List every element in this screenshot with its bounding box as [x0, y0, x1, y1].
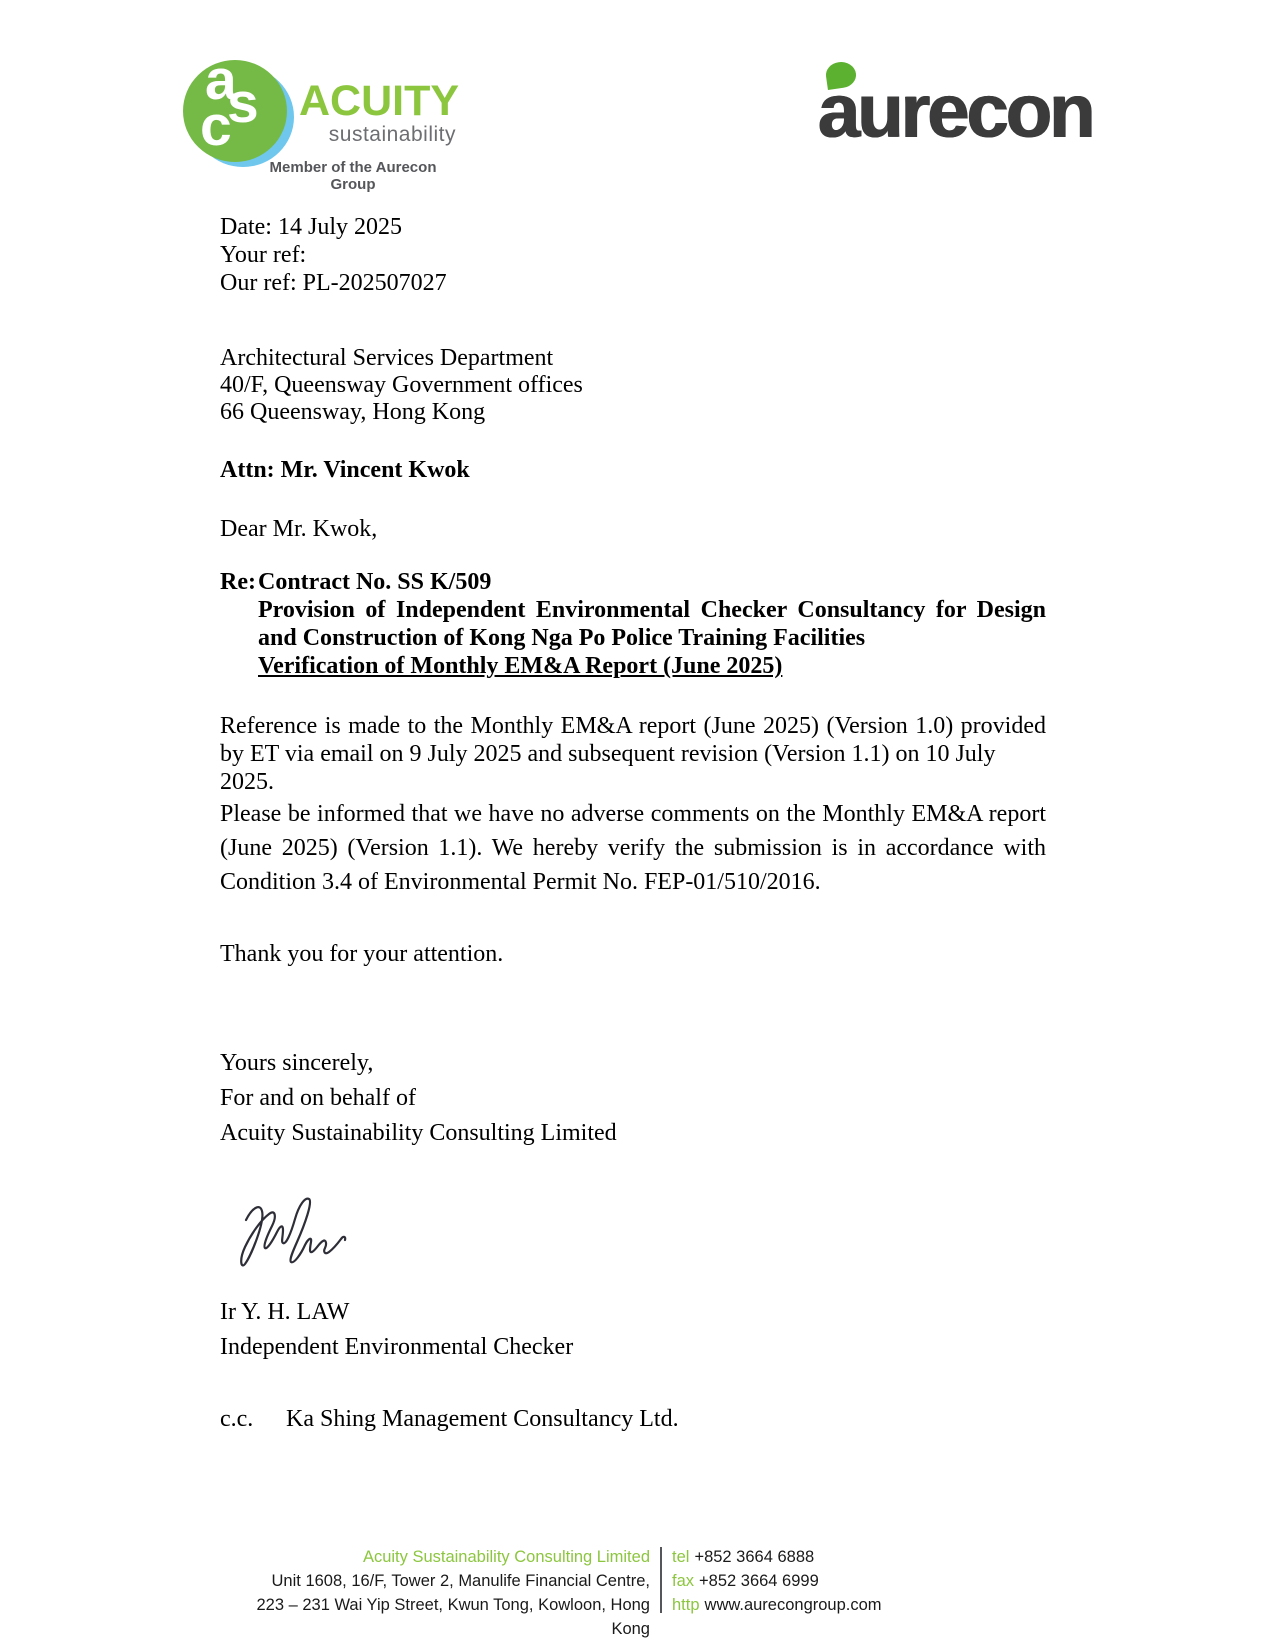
footer-company-name: Acuity Sustainability Consulting Limited: [362, 1548, 650, 1566]
aurecon-logo: [818, 60, 1128, 160]
aurecon-wordmark: aurecon: [818, 69, 1093, 154]
acuity-sub-brand: sustainability: [328, 123, 456, 146]
subject-verification-line: Verification of Monthly EM&A Report (June 2025): [258, 653, 783, 679]
sign-off-line: For and on behalf of: [220, 1085, 416, 1111]
footer-fax-line: [672, 1569, 1052, 1593]
subject-contract-line: Contract No. SS K/509: [258, 569, 492, 595]
handwritten-signature: [238, 1190, 363, 1275]
monogram-letter-a: a: [205, 48, 237, 112]
signer-title: Independent Environmental Checker: [220, 1334, 574, 1360]
subject-construction-line: and Construction of Kong Nga Po Police Training Facilities: [258, 625, 866, 651]
date-line: Date: 14 July 2025: [220, 214, 402, 240]
address-line: 66 Queensway, Hong Kong: [220, 399, 486, 425]
http-label: http: [672, 1596, 700, 1614]
fax-value: +852 3664 6999: [699, 1572, 819, 1590]
fax-label: fax: [672, 1572, 695, 1590]
footer-divider: [660, 1547, 662, 1613]
monogram-letter-s: s: [227, 71, 259, 135]
sign-off-line: Yours sincerely,: [220, 1050, 374, 1076]
address-line: 40/F, Queensway Government offices: [220, 372, 583, 398]
subject-lines: [258, 568, 1046, 680]
reference-block: [220, 213, 1046, 297]
salutation: Dear Mr. Kwok,: [220, 516, 378, 542]
cc-label: c.c.: [220, 1406, 254, 1432]
cc-block: [220, 1405, 1046, 1433]
paragraph-line: Reference is made to the Monthly EM&A report (June 2025) (Version 1.0) provided: [220, 713, 1046, 739]
recipient-address: [220, 345, 1046, 426]
website-url: www.aurecongroup.com: [704, 1596, 882, 1614]
attention-line: Attn: Mr. Vincent Kwok: [220, 457, 470, 483]
signature-strokes: [238, 1190, 363, 1270]
sign-off-line: Acuity Sustainability Consulting Limited: [220, 1120, 617, 1146]
paragraph-verification: [220, 797, 1046, 899]
monogram-letter-c: c: [200, 94, 232, 158]
asc-monogram-icon: [183, 48, 287, 162]
signer-block: [220, 1295, 1046, 1365]
footer-address-line: 223 – 231 Wai Yip Street, Kwun Tong, Kowloon, Hong Kong: [256, 1596, 650, 1638]
footer-tel-line: [672, 1545, 1052, 1569]
paragraph-line: Please be informed that we have no adverse comments on the Monthly EM&A report: [220, 801, 1046, 827]
cc-value: Ka Shing Management Consultancy Ltd.: [286, 1406, 679, 1432]
subject-provision-line: Provision of Independent Environmental Checker Consultancy for Design: [258, 597, 1046, 623]
paragraph-line: by ET via email on 9 July 2025 and subsequent revision (Version 1.1) on 10 July 2025.: [220, 741, 996, 795]
acuity-tagline: Member of the Aurecon Group: [269, 159, 437, 193]
footer-web-line: [672, 1593, 1052, 1617]
subject-block: [220, 568, 1046, 680]
sign-off-block: [220, 1046, 1046, 1151]
address-line: Architectural Services Department: [220, 345, 554, 371]
tel-label: tel: [672, 1548, 690, 1566]
re-label: Re:: [220, 569, 256, 595]
your-ref-line: Your ref:: [220, 242, 307, 268]
closing-thanks: Thank you for your attention.: [220, 941, 504, 967]
paragraph-line: Condition 3.4 of Environmental Permit No. FEP-01/510/2016.: [220, 869, 821, 895]
footer-contacts: [672, 1545, 1052, 1617]
paragraph-line: (June 2025) (Version 1.1). We hereby verify the submission is in accordance with: [220, 835, 1046, 861]
paragraph-reference: [220, 712, 1046, 796]
footer-company-address: [220, 1545, 650, 1641]
tel-value: +852 3664 6888: [694, 1548, 815, 1566]
signer-name: Ir Y. H. LAW: [220, 1299, 350, 1325]
acuity-logo: [183, 48, 473, 193]
our-ref-line: Our ref: PL-202507027: [220, 270, 447, 296]
acuity-brand-name: ACUITY: [299, 77, 460, 125]
footer-address-line: Unit 1608, 16/F, Tower 2, Manulife Financial Centre,: [271, 1572, 650, 1590]
